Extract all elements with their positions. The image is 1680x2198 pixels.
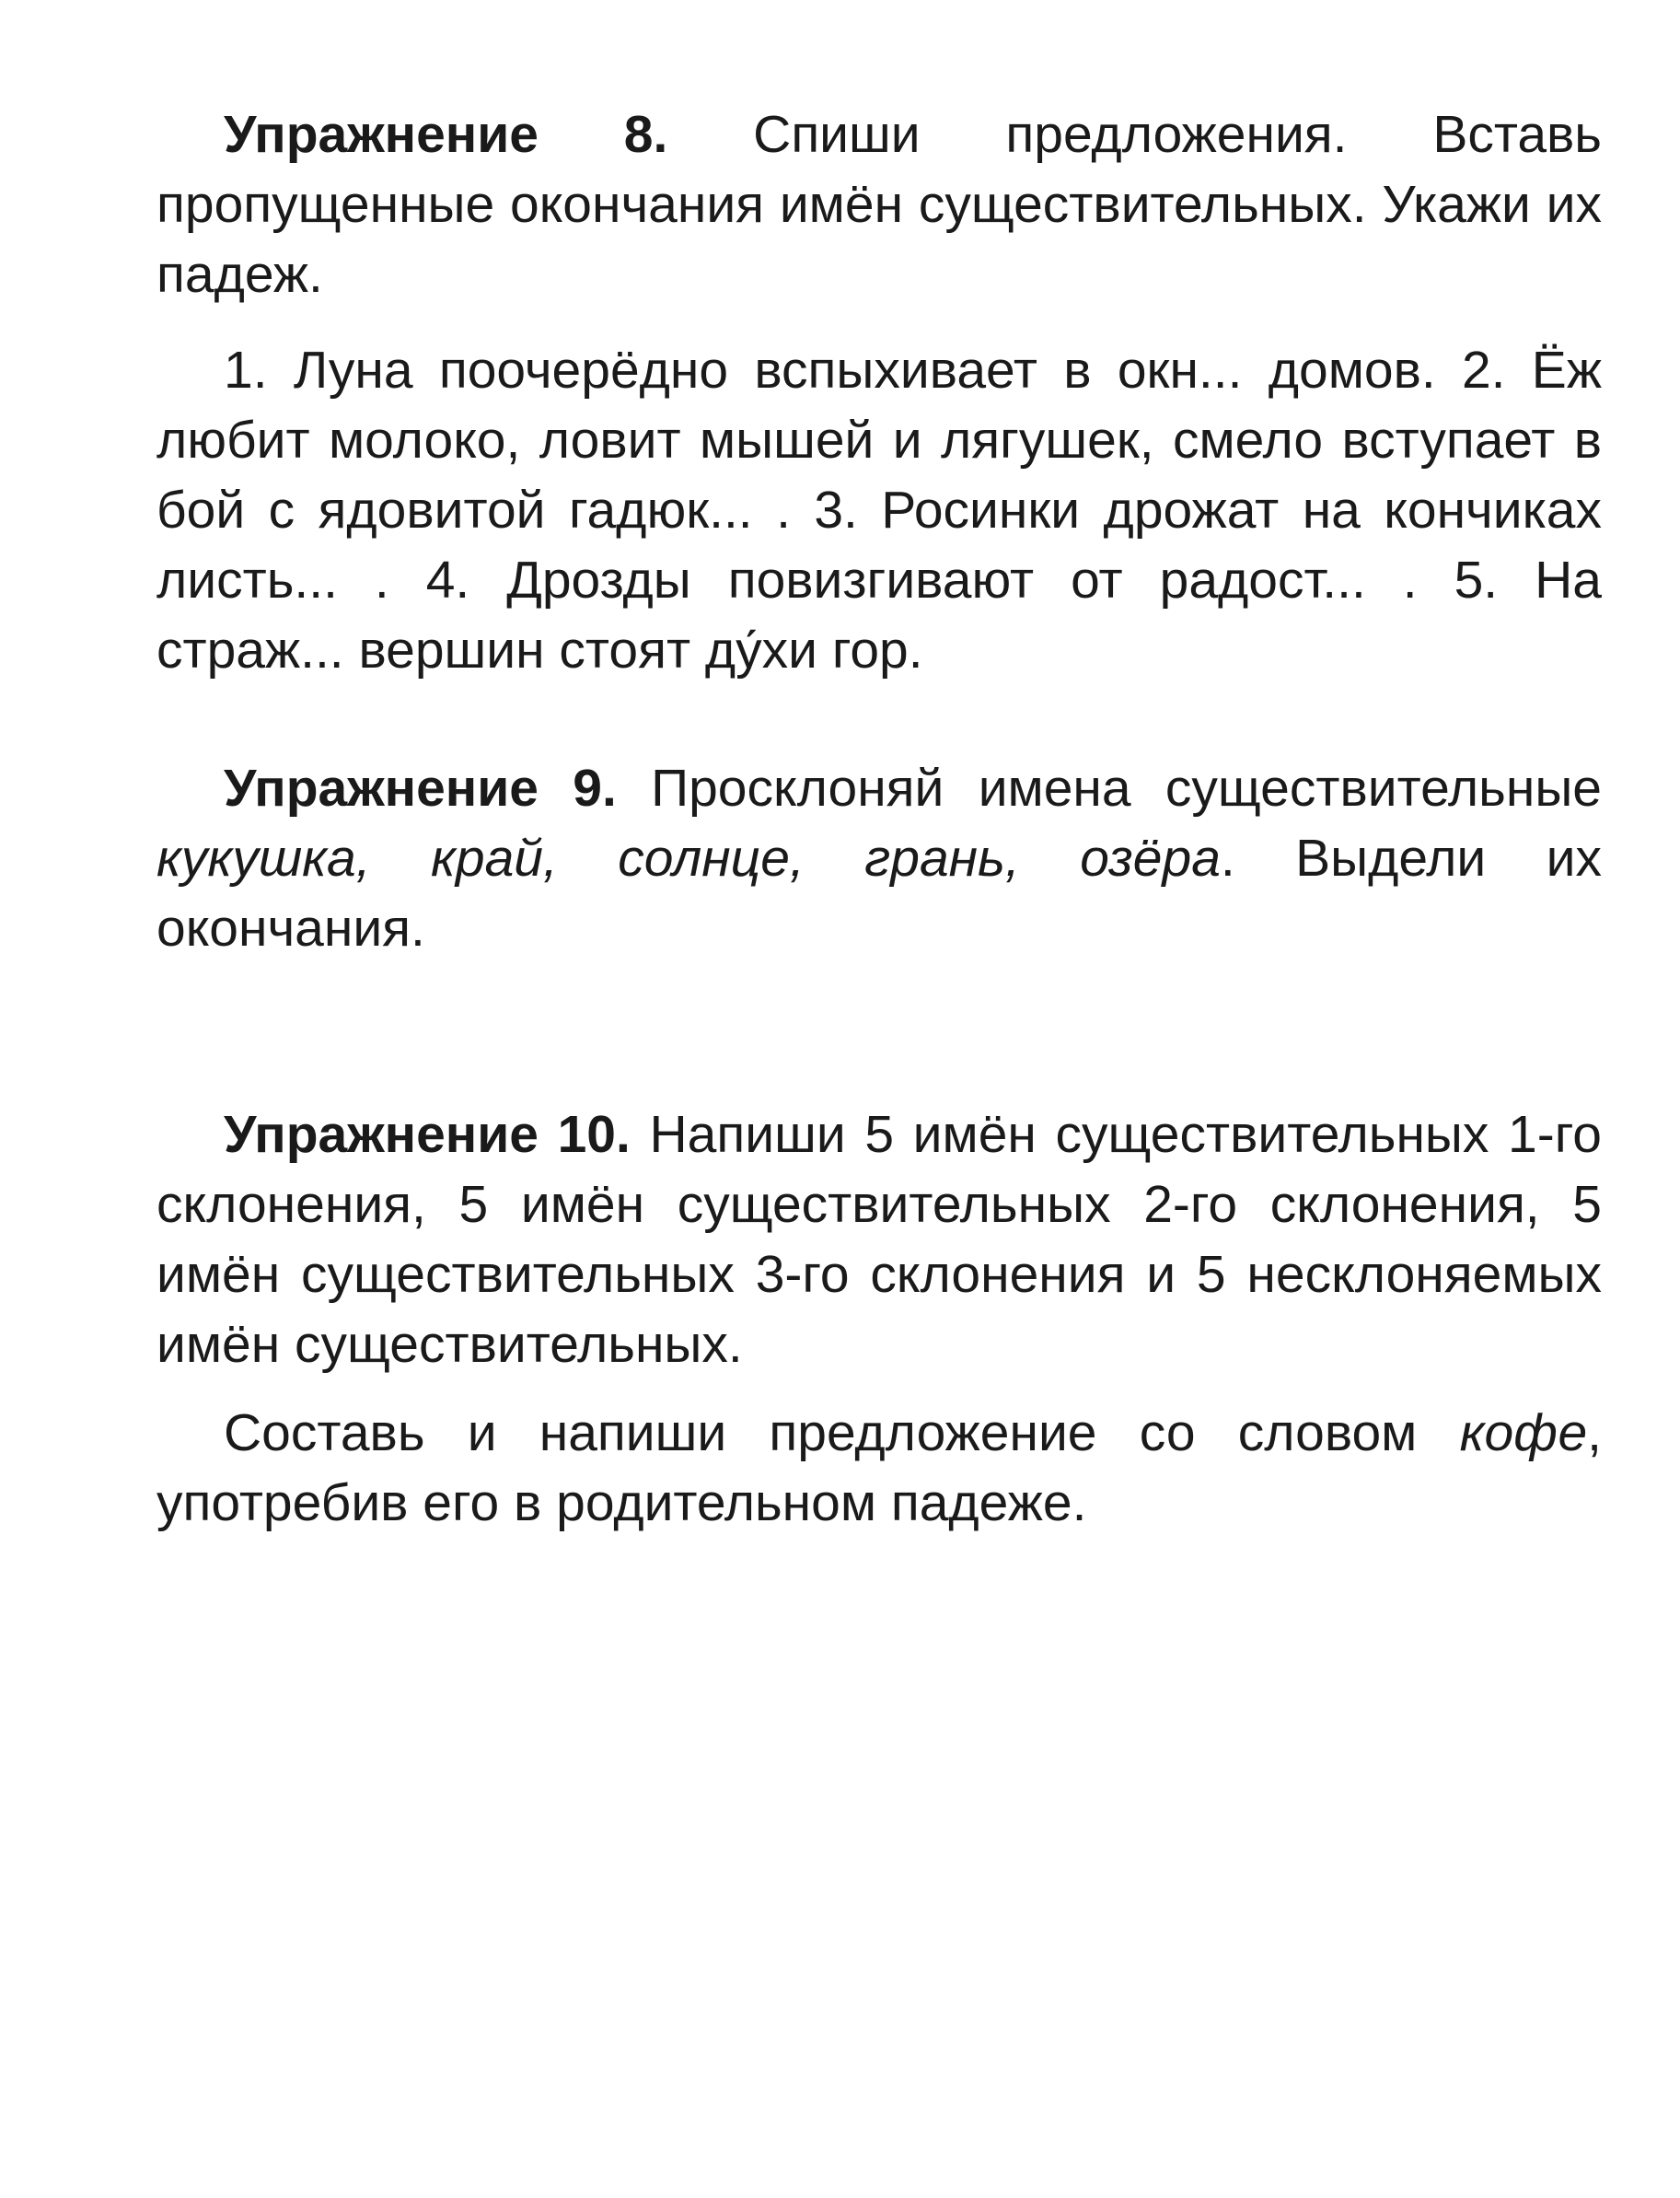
exercise-10-extra-word: кофе bbox=[1459, 1403, 1588, 1462]
exercise-9-instruction-end: . Выдели их окончания. bbox=[156, 829, 1602, 958]
exercise-8-instruction: Спиши предложения. Вставь пропущенные окончания имён существительных. Укажи их падеж. bbox=[156, 105, 1602, 304]
exercise-10-extra-task bbox=[156, 1398, 1602, 1538]
exercise-10-task bbox=[156, 1099, 1602, 1379]
exercise-10-extra-end: , употребив его в родительном падеже. bbox=[156, 1403, 1602, 1532]
exercise-10-extra-start: Составь и напиши предложение со словом bbox=[224, 1403, 1418, 1462]
exercise-9-words: кукушка, край, солнце, грань, озёра bbox=[156, 829, 1221, 888]
exercise-10-instruction: Напиши 5 имён существительных 1-го склонения, 5 имён существительных 2-го склонения, 5 имён существительных 3-го склонения и 5 несклоняемых имён существительных. bbox=[156, 1105, 1602, 1374]
exercise-9-title: Упражнение 9. bbox=[224, 759, 617, 818]
exercise-9-task bbox=[156, 753, 1602, 963]
exercise-8-title: Упражнение 8. bbox=[224, 105, 668, 164]
text-column bbox=[156, 99, 1602, 1538]
exercise-8-task bbox=[156, 99, 1602, 309]
exercise-10-title: Упражнение 10. bbox=[224, 1105, 631, 1164]
exercise-9-instruction-start: Просклоняй имена существительные bbox=[651, 759, 1602, 818]
exercise-8-sentences: 1. Луна поочерёдно вспыхивает в окн... домов. 2. Ёж любит молоко, ловит мышей и лягушек, смело вступает в бой с ядовитой гадюк... . 3. Росинки дрожат на кончиках листь... . 4. Дрозды повизгивают от радост... . 5. На страж... вершин стоят ду́хи гор. bbox=[156, 341, 1602, 680]
